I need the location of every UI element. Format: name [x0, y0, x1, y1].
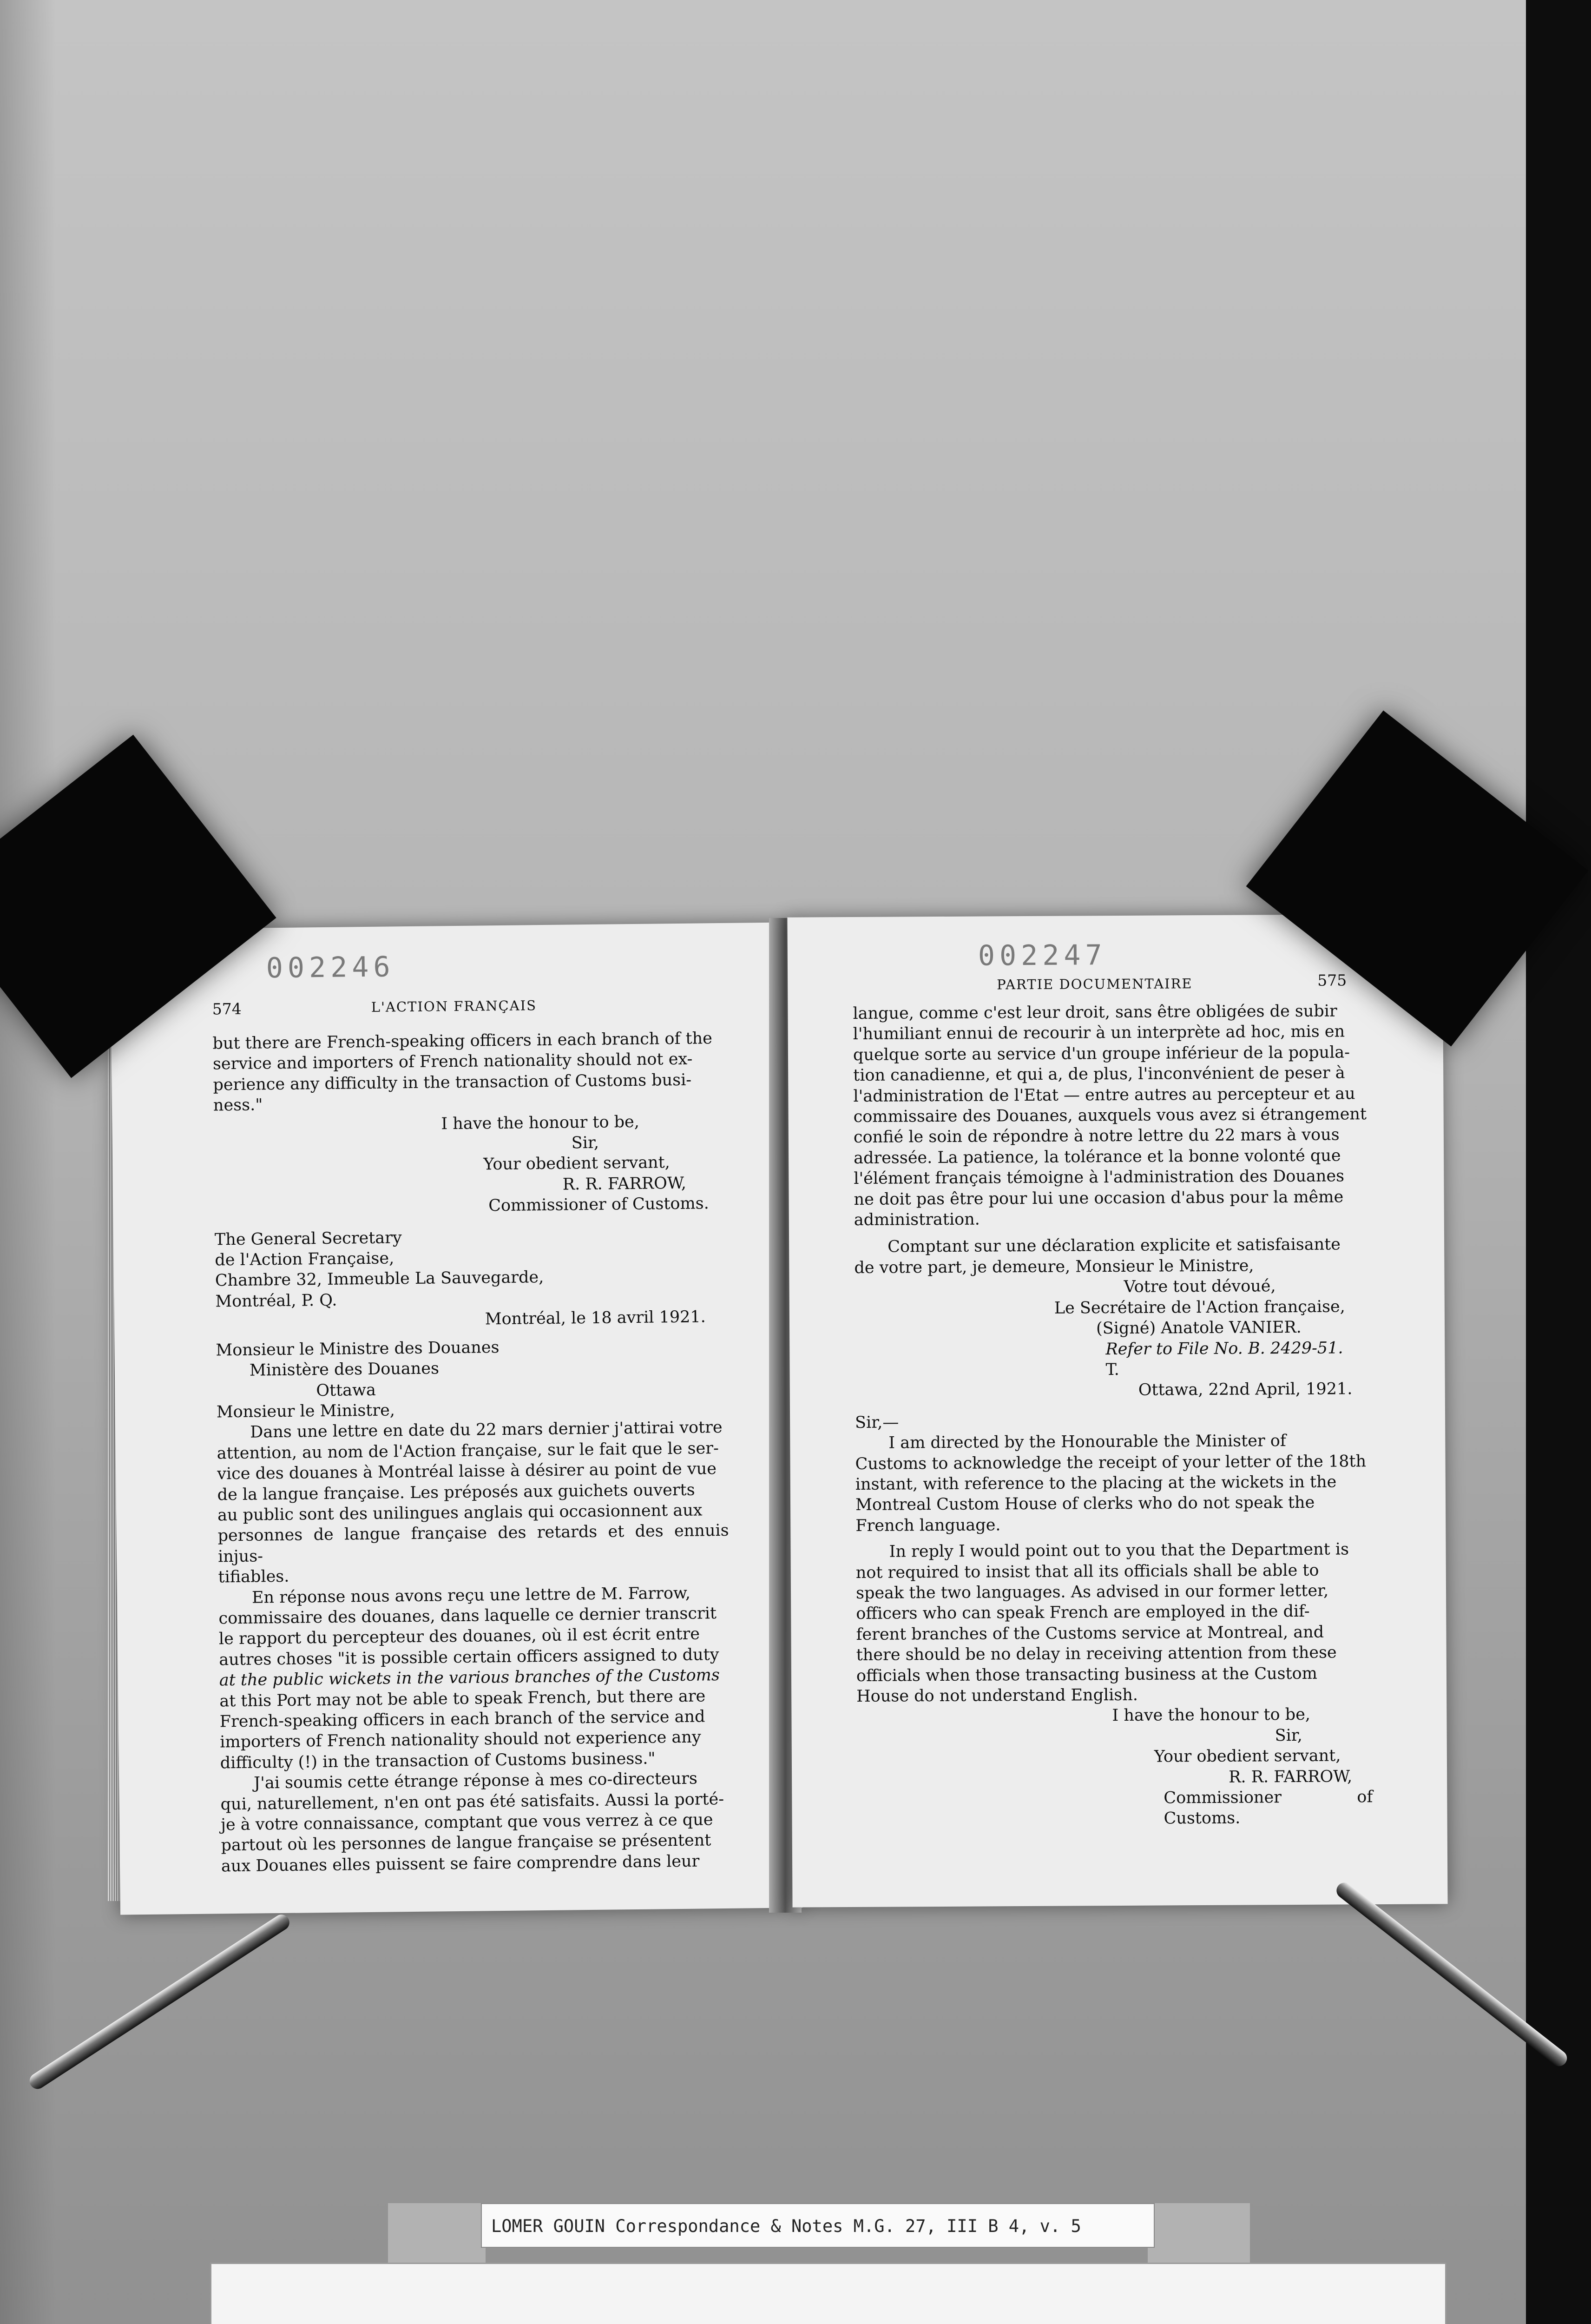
text-line: Le Secrétaire de l'Action française,	[1054, 1297, 1345, 1318]
text-line: Monsieur le Ministre des Douanes	[216, 1338, 500, 1360]
text-line: l'humiliant ennui de recourir à un interprète ad hoc, mis en	[853, 1022, 1345, 1044]
text-line: In reply I would point out to you that the Department is	[889, 1540, 1349, 1561]
text-line: at the public wickets in the various branches of the Customs	[219, 1666, 720, 1690]
text-line: Comptant sur une déclaration explicite et satisfaisante	[888, 1235, 1341, 1257]
right-page-number: 575	[1317, 971, 1347, 990]
text-line: House do not understand English.	[856, 1685, 1138, 1706]
left-film-edge	[0, 0, 56, 2324]
archive-reference-label: LOMER GOUIN Correspondance & Notes M.G. 27, III B 4, v. 5	[481, 2203, 1155, 2248]
text-line: Refer to File No. B. 2429-51.	[1105, 1338, 1343, 1359]
text-line: de l'Action Française,	[215, 1249, 394, 1270]
text-line: service and importers of French nationality should not ex-	[212, 1050, 693, 1074]
text-line: R. R. FARROW,	[1229, 1767, 1353, 1787]
text-line: I am directed by the Honourable the Minister of	[888, 1432, 1286, 1452]
text-line: partout où les personnes de langue française se présentent	[221, 1831, 711, 1855]
text-line: l'élément français témoigne à l'administration des Douanes	[854, 1167, 1345, 1188]
text-line: Montréal, le 18 avril 1921.	[485, 1307, 706, 1329]
text-line: de la langue française. Les préposés aux guichets ouverts	[217, 1480, 695, 1504]
text-line: I have the honour to be,	[441, 1112, 640, 1133]
text-line: officers who can speak French are employed in the dif-	[856, 1602, 1310, 1624]
right-page-serial: 002247	[978, 939, 1107, 972]
text-line: ne doit pas être pour lui une occasion d'abus pour la même	[854, 1188, 1344, 1209]
text-line: I have the honour to be,	[1112, 1705, 1311, 1725]
text-line: confié le soin de répondre à notre lettre du 22 mars à vous	[853, 1125, 1340, 1147]
text-line: (Signé) Anatole VANIER.	[1096, 1318, 1302, 1338]
text-line: attention, au nom de l'Action française, sur le fait que le ser-	[217, 1439, 719, 1463]
right-running-head: PARTIE DOCUMENTAIRE	[997, 976, 1193, 993]
public-archives-stamp	[210, 2263, 1446, 2324]
text-line: but there are French-speaking officers in each branch of the	[212, 1029, 713, 1053]
text-line: Commissioner of Customs.	[1164, 1788, 1373, 1828]
text-line: ferent branches of the Customs service at Montreal, and	[856, 1623, 1324, 1644]
text-line: Customs to acknowledge the receipt of your letter of the 18th	[855, 1452, 1367, 1473]
text-line: Sir,—	[855, 1413, 899, 1432]
text-line: Montreal Custom House of clerks who do not speak the	[855, 1493, 1315, 1515]
right-page	[787, 914, 1447, 1907]
text-line: officials when those transacting business at the Custom	[856, 1664, 1317, 1685]
left-running-head: L'ACTION FRANÇAIS	[371, 997, 537, 1015]
text-line: tion canadienne, et qui a, de plus, l'inconvénient de peser à	[853, 1063, 1345, 1085]
text-line: adressée. La patience, la tolérance et la bonne volonté que	[854, 1146, 1341, 1168]
text-line: Votre tout dévoué,	[1124, 1277, 1276, 1297]
text-line: tifiables.	[218, 1567, 289, 1587]
text-line: Montréal, P. Q.	[215, 1291, 337, 1311]
text-line: Ministère des Douanes	[249, 1359, 440, 1380]
text-line: vice des douanes à Montréal laisse à désirer au point de vue	[217, 1459, 717, 1484]
text-line: personnes de langue française des retards et des ennuis injus-	[217, 1521, 729, 1566]
text-line: Monsieur le Ministre,	[216, 1401, 395, 1422]
text-line: Sir,	[571, 1133, 599, 1153]
text-line: Your obedient servant,	[483, 1153, 671, 1174]
text-line: quelque sorte au service d'un groupe inférieur de la popula-	[853, 1043, 1350, 1064]
text-line: de votre part, je demeure, Monsieur le Ministre,	[854, 1256, 1254, 1277]
text-line: speak the two languages. As advised in our former letter,	[855, 1581, 1329, 1603]
text-line: aux Douanes elles puissent se faire comprendre dans leur	[221, 1852, 700, 1876]
text-line: French-speaking officers in each branch of the service and	[219, 1707, 705, 1731]
text-line: au public sont des unilingues anglais qui occasionnent aux	[217, 1501, 703, 1525]
text-line: Ottawa	[316, 1380, 376, 1400]
text-line: Commissioner of Customs.	[488, 1194, 709, 1215]
text-line: Chambre 32, Immeuble La Sauvegarde,	[215, 1268, 544, 1290]
text-line: T.	[1105, 1360, 1119, 1380]
text-line: The General Secretary	[214, 1228, 402, 1249]
text-line: qui, naturellement, n'en ont pas été satisfaits. Aussi la porté-	[220, 1789, 724, 1814]
text-line: Ottawa, 22nd April, 1921.	[1138, 1380, 1353, 1400]
left-page	[110, 922, 802, 1915]
text-line: En réponse nous avons reçu une lettre de M. Farrow,	[251, 1584, 691, 1607]
text-line: administration.	[854, 1210, 980, 1230]
text-line: Sir,	[1275, 1726, 1302, 1745]
text-line: J'ai soumis cette étrange réponse à mes co-directeurs	[253, 1769, 698, 1793]
text-line: je à votre connaissance, comptant que vous verrez à ce que	[220, 1810, 713, 1835]
left-page-number: 574	[212, 999, 242, 1018]
text-line: Your obedient servant,	[1154, 1746, 1341, 1766]
text-line: not required to insist that all its officials shall be able to	[855, 1561, 1319, 1582]
text-line: French language.	[855, 1516, 1001, 1535]
text-line: commissaire des douanes, dans laquelle ce dernier transcrit	[218, 1604, 717, 1628]
text-line: autres choses "it is possible certain officers assigned to duty	[219, 1645, 719, 1670]
text-line: at this Port may not be able to speak French, but there are	[219, 1687, 706, 1710]
text-line: there should be no delay in receiving attention from these	[856, 1643, 1337, 1665]
text-line: l'administration de l'Etat — entre autres au percepteur et au	[853, 1084, 1355, 1106]
left-page-text	[212, 1028, 732, 1877]
right-page-text	[853, 1001, 1373, 1831]
text-line: instant, with reference to the placing at the wickets in the	[855, 1472, 1337, 1494]
text-line: Dans une lettre en date du 22 mars dernier j'attirai votre	[250, 1418, 723, 1442]
text-line: perience any difficulty in the transaction of Customs busi-	[213, 1070, 692, 1095]
text-line: R. R. FARROW,	[562, 1174, 687, 1194]
text-line: le rapport du percepteur des douanes, où il est écrit entre	[218, 1624, 700, 1649]
right-film-edge	[1526, 0, 1591, 2324]
left-page-serial: 002246	[266, 951, 395, 985]
text-line: ness."	[213, 1096, 263, 1115]
text-line: langue, comme c'est leur droit, sans être obligées de subir	[853, 1002, 1337, 1023]
text-line: importers of French nationality should not experience any	[220, 1728, 701, 1752]
text-line: difficulty (!) in the transaction of Customs business."	[220, 1749, 656, 1773]
text-line: commissaire des Douanes, auxquels vous avez si étrangement	[853, 1105, 1367, 1126]
